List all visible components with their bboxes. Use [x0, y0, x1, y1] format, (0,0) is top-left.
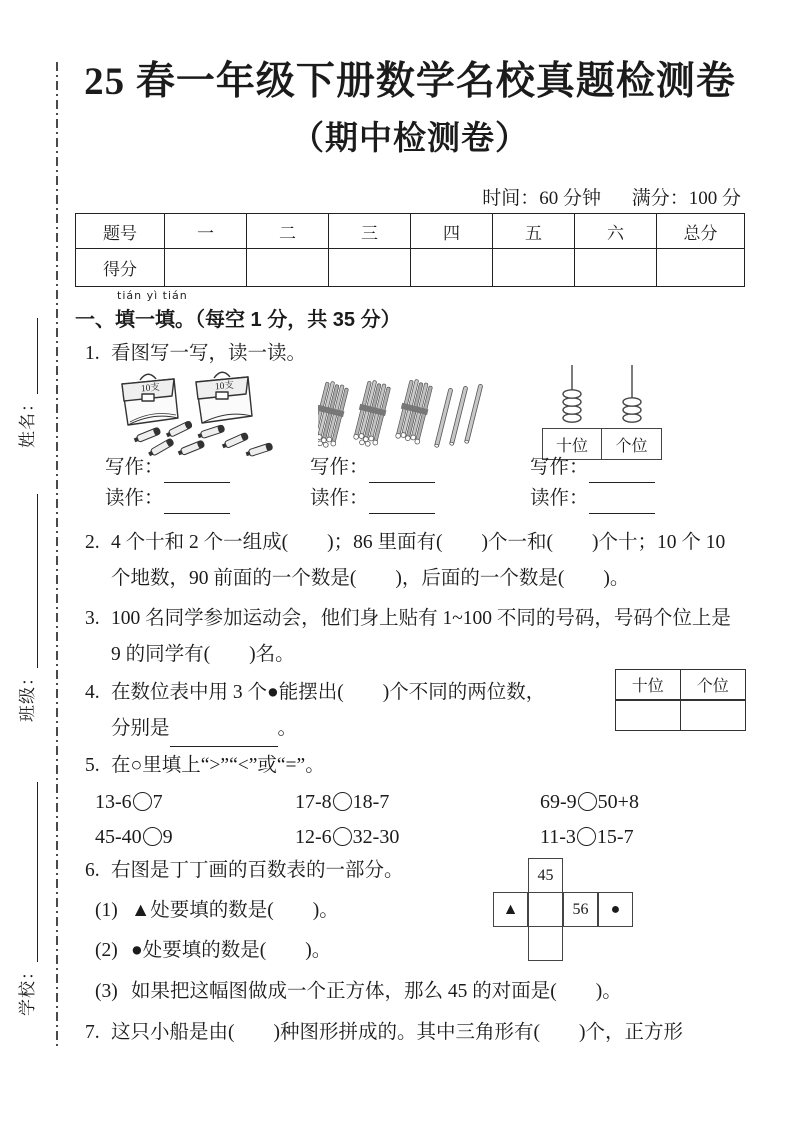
q4-line2-prefix: 分别是 [111, 718, 170, 739]
q1-text: 看图写一写，读一读。 [111, 343, 307, 364]
stick-bundles-icon [318, 374, 488, 456]
q6-sub2 [95, 936, 515, 966]
compare-circle-icon [578, 792, 597, 811]
full-score: 满分：100 分 [631, 188, 741, 209]
read-label: 读作： [310, 488, 369, 509]
read-label: 读作： [530, 488, 589, 509]
comparison-item [95, 786, 295, 818]
pencil-boxes-icon [108, 370, 288, 458]
compare-circle-icon [333, 792, 352, 811]
comparison-item [540, 821, 745, 853]
score-cell [247, 249, 329, 287]
bundle-icon [318, 380, 351, 450]
tens-place-label: 十位 [542, 428, 602, 460]
score-cell [411, 249, 493, 287]
q7-text: 这只小船是由( )种图形拼成的。其中三角形有( )个，正方形 [111, 1022, 683, 1043]
q6-sub1-text: ▲处要填的数是( )。 [131, 900, 339, 921]
ones-place-label: 个位 [602, 428, 662, 460]
left-expression: 45-40 [95, 826, 142, 848]
q1-write-read-blanks [75, 452, 745, 514]
seal-dash-line [56, 62, 58, 1047]
school-field [13, 782, 38, 1016]
name-field [13, 318, 38, 448]
q1-answer-col3 [530, 452, 745, 514]
tens-beads-icon [563, 390, 581, 422]
pencil-box-label: 10支 [214, 381, 235, 393]
q6-sub1-number: (1) [95, 900, 118, 921]
q4-text [111, 675, 625, 747]
q2-number: 2. [85, 532, 100, 553]
class-label: 班级： [18, 668, 37, 722]
score-cell [165, 249, 247, 287]
write-label: 写作： [530, 457, 589, 478]
class-blank [22, 494, 38, 668]
q4-number: 4. [85, 682, 100, 703]
q5-comparison-grid [95, 786, 745, 853]
left-expression: 17-8 [295, 791, 332, 813]
figure-cell-top: 45 [528, 858, 563, 893]
answer-blank [369, 465, 435, 483]
score-table-header-row [76, 214, 745, 249]
time-limit: 时间：60 分钟 [482, 188, 601, 209]
compare-circle-icon [143, 827, 162, 846]
score-cell [329, 249, 411, 287]
right-expression: 32-30 [352, 826, 400, 848]
answer-blank [170, 729, 278, 747]
q1-number: 1. [85, 343, 100, 364]
bundle-icon [351, 379, 393, 449]
q4-empty-cell [615, 699, 681, 731]
q6-number: 6. [85, 860, 100, 881]
section1-heading [75, 289, 401, 332]
q6-sub3-text: 如果把这幅图做成一个正方体，那么 45 的对面是( )。 [131, 981, 622, 1002]
q6-sub2-number: (2) [95, 940, 118, 961]
score-col: 三 [329, 214, 411, 249]
answer-blank [164, 496, 230, 514]
left-expression: 69-9 [540, 791, 577, 813]
q6-sub3 [95, 977, 735, 1007]
comparison-item [95, 821, 295, 853]
name-blank [22, 318, 38, 394]
q4-ones-header: 个位 [680, 669, 746, 701]
left-expression: 11-3 [540, 826, 576, 848]
abacus-rods-icon [542, 365, 662, 423]
ones-beads-icon [623, 398, 641, 422]
abacus-illustration [542, 365, 662, 460]
figure-cell-56: 56 [563, 892, 598, 927]
stick-bundle-illustration [318, 374, 488, 461]
right-expression: 50+8 [597, 791, 639, 813]
section1-word: 填一填 [115, 309, 175, 331]
compare-circle-icon [577, 827, 596, 846]
q5-number: 5. [85, 755, 100, 776]
q4-empty-cell [680, 699, 746, 731]
question-1 [85, 340, 745, 368]
write-label: 写作： [105, 457, 164, 478]
q7-number: 7. [85, 1022, 100, 1043]
q6-text: 右图是丁丁画的百数表的一部分。 [111, 860, 404, 881]
single-sticks-icon [434, 384, 482, 448]
section1-suffix: 。（每空 1 分，共 35 分） [175, 309, 401, 331]
score-col: 一 [165, 214, 247, 249]
score-cell [657, 249, 745, 287]
score-col: 二 [247, 214, 329, 249]
question-2 [85, 525, 745, 597]
score-col: 六 [575, 214, 657, 249]
compare-circle-icon [333, 827, 352, 846]
class-field [13, 494, 38, 722]
score-col: 五 [493, 214, 575, 249]
read-label: 读作： [105, 488, 164, 509]
score-col: 题号 [76, 214, 165, 249]
paper-title: 25 春一年级下册数学名校真题检测卷 [84, 60, 736, 103]
question-7 [85, 1018, 745, 1048]
right-expression: 9 [162, 826, 173, 848]
score-table-value-row [76, 249, 745, 287]
comparison-item [295, 821, 540, 853]
q3-text: 100 名同学参加运动会，他们身上贴有 1~100 不同的号码，号码个位上是 9 的同学有( )名。 [111, 608, 731, 665]
answer-blank [589, 496, 655, 514]
section1-pinyin: tián yì tián [117, 289, 188, 302]
right-expression: 15-7 [596, 826, 634, 848]
q4-line2-suffix: 。 [277, 718, 298, 739]
q6-hundred-chart-figure [493, 858, 633, 964]
pencil-box-label: 10支 [140, 383, 161, 395]
score-row-label: 得分 [76, 249, 165, 287]
q5-text: 在○里填上“>”“<”或“=”。 [111, 755, 325, 776]
answer-blank [589, 465, 655, 483]
q6-sub3-number: (3) [95, 981, 118, 1002]
answer-blank [369, 496, 435, 514]
right-expression: 7 [152, 791, 163, 813]
figure-cell-center [528, 892, 563, 927]
left-expression: 12-6 [295, 826, 332, 848]
name-label: 姓名： [18, 394, 37, 448]
question-6 [85, 856, 505, 886]
write-label: 写作： [310, 457, 369, 478]
q1-answer-col2 [310, 452, 530, 514]
right-expression: 18-7 [352, 791, 390, 813]
score-cell [575, 249, 657, 287]
q1-answer-col1 [105, 452, 310, 514]
score-col: 总分 [657, 214, 745, 249]
q3-number: 3. [85, 608, 100, 629]
comparison-item [295, 786, 540, 818]
q6-sub1 [95, 896, 515, 926]
question-4 [85, 675, 625, 747]
triangle-icon: ▲ [493, 892, 528, 927]
section1-prefix: 一、 [75, 309, 115, 331]
school-label: 学校： [18, 962, 37, 1016]
left-expression: 13-6 [95, 791, 132, 813]
q2-text: 4 个十和 2 个一组成( )；86 里面有( )个一和( )个十；10 个 10 个地数，90 前面的一个数是( )，后面的一个数是( )。 [111, 532, 726, 589]
score-cell [493, 249, 575, 287]
answer-blank [164, 465, 230, 483]
school-blank [22, 782, 38, 962]
q4-line1: 在数位表中用 3 个●能摆出( )个不同的两位数， [111, 682, 546, 703]
pencil-group-illustration [108, 370, 288, 463]
question-5 [85, 751, 745, 781]
paper-meta [75, 183, 741, 210]
score-table [75, 213, 745, 287]
compare-circle-icon [133, 792, 152, 811]
q6-sub2-text: ●处要填的数是( )。 [131, 940, 332, 961]
question-3 [85, 601, 745, 673]
figure-cell-bottom [528, 926, 563, 961]
bundle-icon [393, 378, 434, 445]
comparison-item [540, 786, 745, 818]
score-col: 四 [411, 214, 493, 249]
paper-subtitle: （期中检测卷） [291, 121, 529, 157]
q4-place-value-table [616, 670, 746, 731]
q4-tens-header: 十位 [615, 669, 681, 701]
dot-icon: ● [598, 892, 633, 927]
